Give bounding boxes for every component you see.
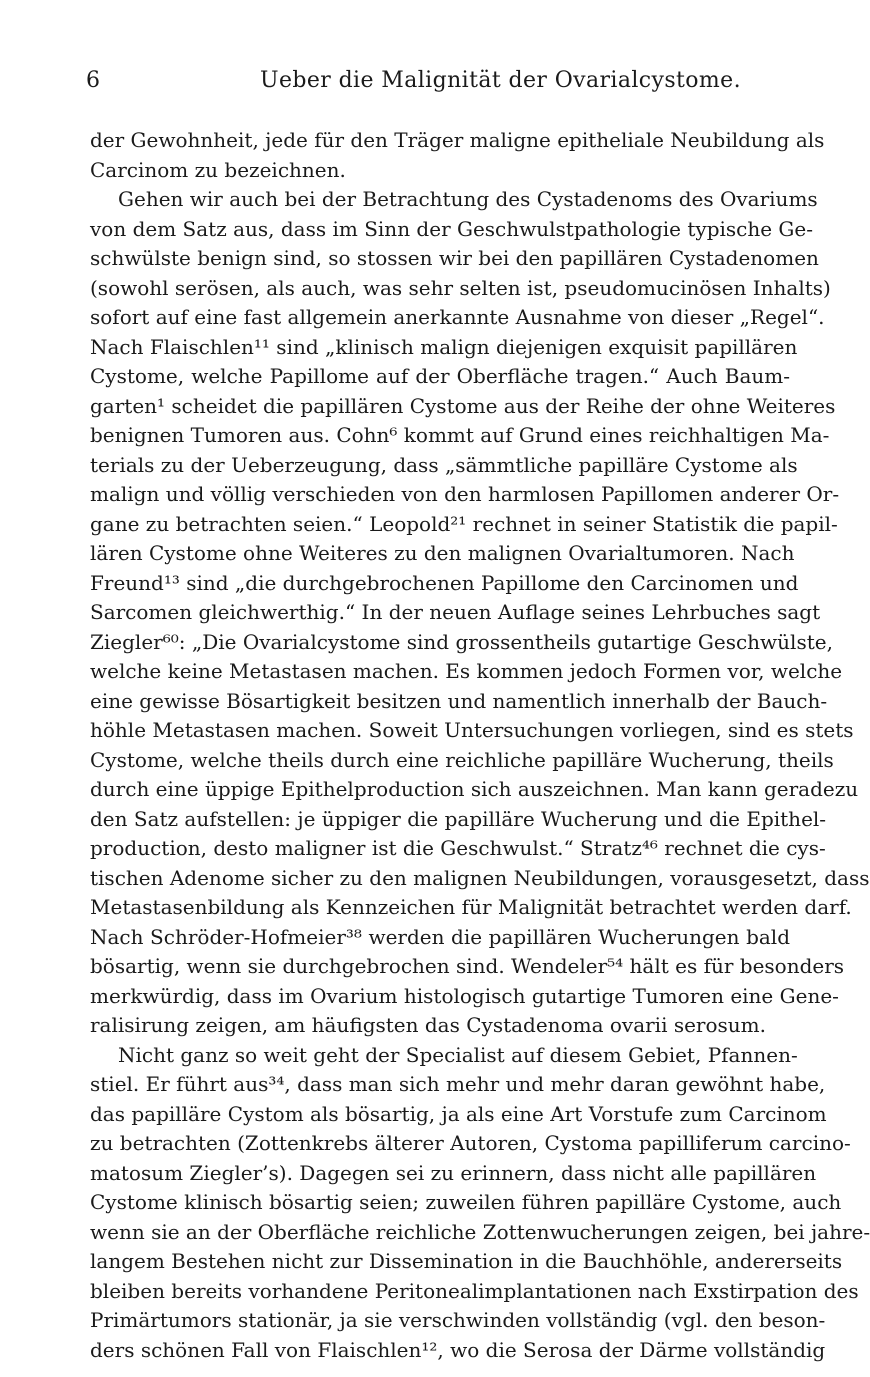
text-line: matosum Ziegler’s). Dagegen sei zu erinnern, dass nicht alle papillären (90, 1160, 817, 1185)
text-line: benignen Tumoren aus. Cohn⁶ kommt auf Grund eines reichhaltigen Ma- (90, 423, 830, 447)
text-line: merkwürdig, dass im Ovarium histologisch gutartige Tumoren eine Gene- (90, 983, 839, 1008)
text-line: ralisirung zeigen, am häufigsten das Cystadenoma ovarii serosum. (90, 1013, 766, 1037)
text-line: bösartig, wenn sie durchgebrochen sind. Wendeler⁵⁴ hält es für besonders (90, 954, 845, 978)
text-line: von dem Satz aus, dass im Sinn der Geschwulstpathologie typische Ge- (90, 216, 813, 241)
text-line: gane zu betrachten seien.“ Leopold²¹ rechnet in seiner Statistik die papil- (90, 511, 838, 536)
text-line: das papilläre Cystom als bösartig, ja als eine Art Vorstufe zum Carcinom (90, 1101, 827, 1126)
text-line: Nicht ganz so weit geht der Specialist auf diesem Gebiet, Pfannen- (118, 1042, 798, 1067)
text-line: welche keine Metastasen machen. Es kommen jedoch Formen vor, welche (90, 659, 843, 683)
text-line: ders schönen Fall von Flaischlen¹², wo die Serosa der Därme vollständig (90, 1337, 826, 1362)
text-line: Primärtumors stationär, ja sie verschwinden vollständig (vgl. den beson- (90, 1308, 826, 1332)
page-number: 6 (86, 68, 100, 93)
text-line: Sarcomen gleichwerthig.“ In der neuen Auflage seines Lehrbuches sagt (90, 600, 821, 624)
text-line: bleiben bereits vorhandene Peritonealimplantationen nach Exstirpation des (90, 1278, 859, 1303)
text-line: Gehen wir auch bei der Betrachtung des Cystadenoms des Ovariums (118, 187, 818, 211)
text-line: garten¹ scheidet die papillären Cystome aus der Reihe der ohne Weiteres (90, 393, 836, 418)
text-line: Ziegler⁶⁰: „Die Ovarialcystome sind grossentheils gutartige Geschwülste, (90, 629, 833, 654)
text-line: den Satz aufstellen: je üppiger die papilläre Wucherung und die Epithel- (90, 806, 827, 831)
text-line: eine gewisse Bösartigkeit besitzen und namentlich innerhalb der Bauch- (90, 688, 828, 713)
body-text (90, 126, 870, 1365)
text-line: Nach Schröder-Hofmeier³⁸ werden die papillären Wucherungen bald (90, 924, 790, 949)
text-line: lären Cystome ohne Weiteres zu den malignen Ovarialtumoren. Nach (90, 541, 795, 565)
text-line: stiel. Er führt aus³⁴, dass man sich mehr und mehr daran gewöhnt habe, (90, 1072, 826, 1096)
text-line: production, desto maligner ist die Geschwulst.“ Stratz⁴⁶ rechnet die cys- (90, 836, 826, 860)
text-line: Metastasenbildung als Kennzeichen für Malignität betrachtet werden darf. (90, 895, 852, 919)
text-line: durch eine üppige Epithelproduction sich auszeichnen. Man kann geradezu (90, 777, 859, 801)
text-line: Freund¹³ sind „die durchgebrochenen Papillome den Carcinomen und (90, 570, 799, 595)
running-title: Ueber die Malignität der Ovarialcystome. (260, 68, 741, 93)
text-line: Cystome klinisch bösartig seien; zuweilen führen papilläre Cystome, auch (90, 1190, 842, 1214)
text-line: der Gewohnheit, jede für den Träger maligne epitheliale Neubildung als (90, 128, 825, 152)
text-line: Cystome, welche theils durch eine reichliche papilläre Wucherung, theils (90, 747, 834, 772)
text-line: höhle Metastasen machen. Soweit Untersuchungen vorliegen, sind es stets (90, 718, 854, 742)
text-line: zu betrachten (Zottenkrebs älterer Autoren, Cystoma papilliferum carcino- (90, 1131, 851, 1155)
text-line: Nach Flaischlen¹¹ sind „klinisch malign diejenigen exquisit papillären (90, 334, 798, 359)
text-line: sofort auf eine fast allgemein anerkannte Ausnahme von dieser „Regel“. (90, 305, 825, 329)
text-line: malign und völlig verschieden von den harmlosen Papillomen anderer Or- (90, 482, 840, 506)
text-line: Carcinom zu bezeichnen. (90, 157, 346, 182)
page-header (86, 66, 786, 96)
text-line: schwülste benign sind, so stossen wir bei den papillären Cystadenomen (90, 246, 819, 270)
text-line: Cystome, welche Papillome auf der Oberfläche tragen.“ Auch Baum- (90, 364, 790, 388)
text-line: langem Bestehen nicht zur Dissemination in die Bauchhöhle, andererseits (90, 1249, 843, 1273)
text-line: (sowohl serösen, als auch, was sehr selten ist, pseudomucinösen Inhalts) (90, 275, 831, 300)
text-line: terials zu der Ueberzeugung, dass „sämmtliche papilläre Cystome als (90, 452, 798, 477)
text-line: tischen Adenome sicher zu den malignen Neubildungen, vorausgesetzt, dass (90, 865, 870, 890)
text-line: wenn sie an der Oberfläche reichliche Zottenwucherungen zeigen, bei jahre- (90, 1219, 870, 1244)
